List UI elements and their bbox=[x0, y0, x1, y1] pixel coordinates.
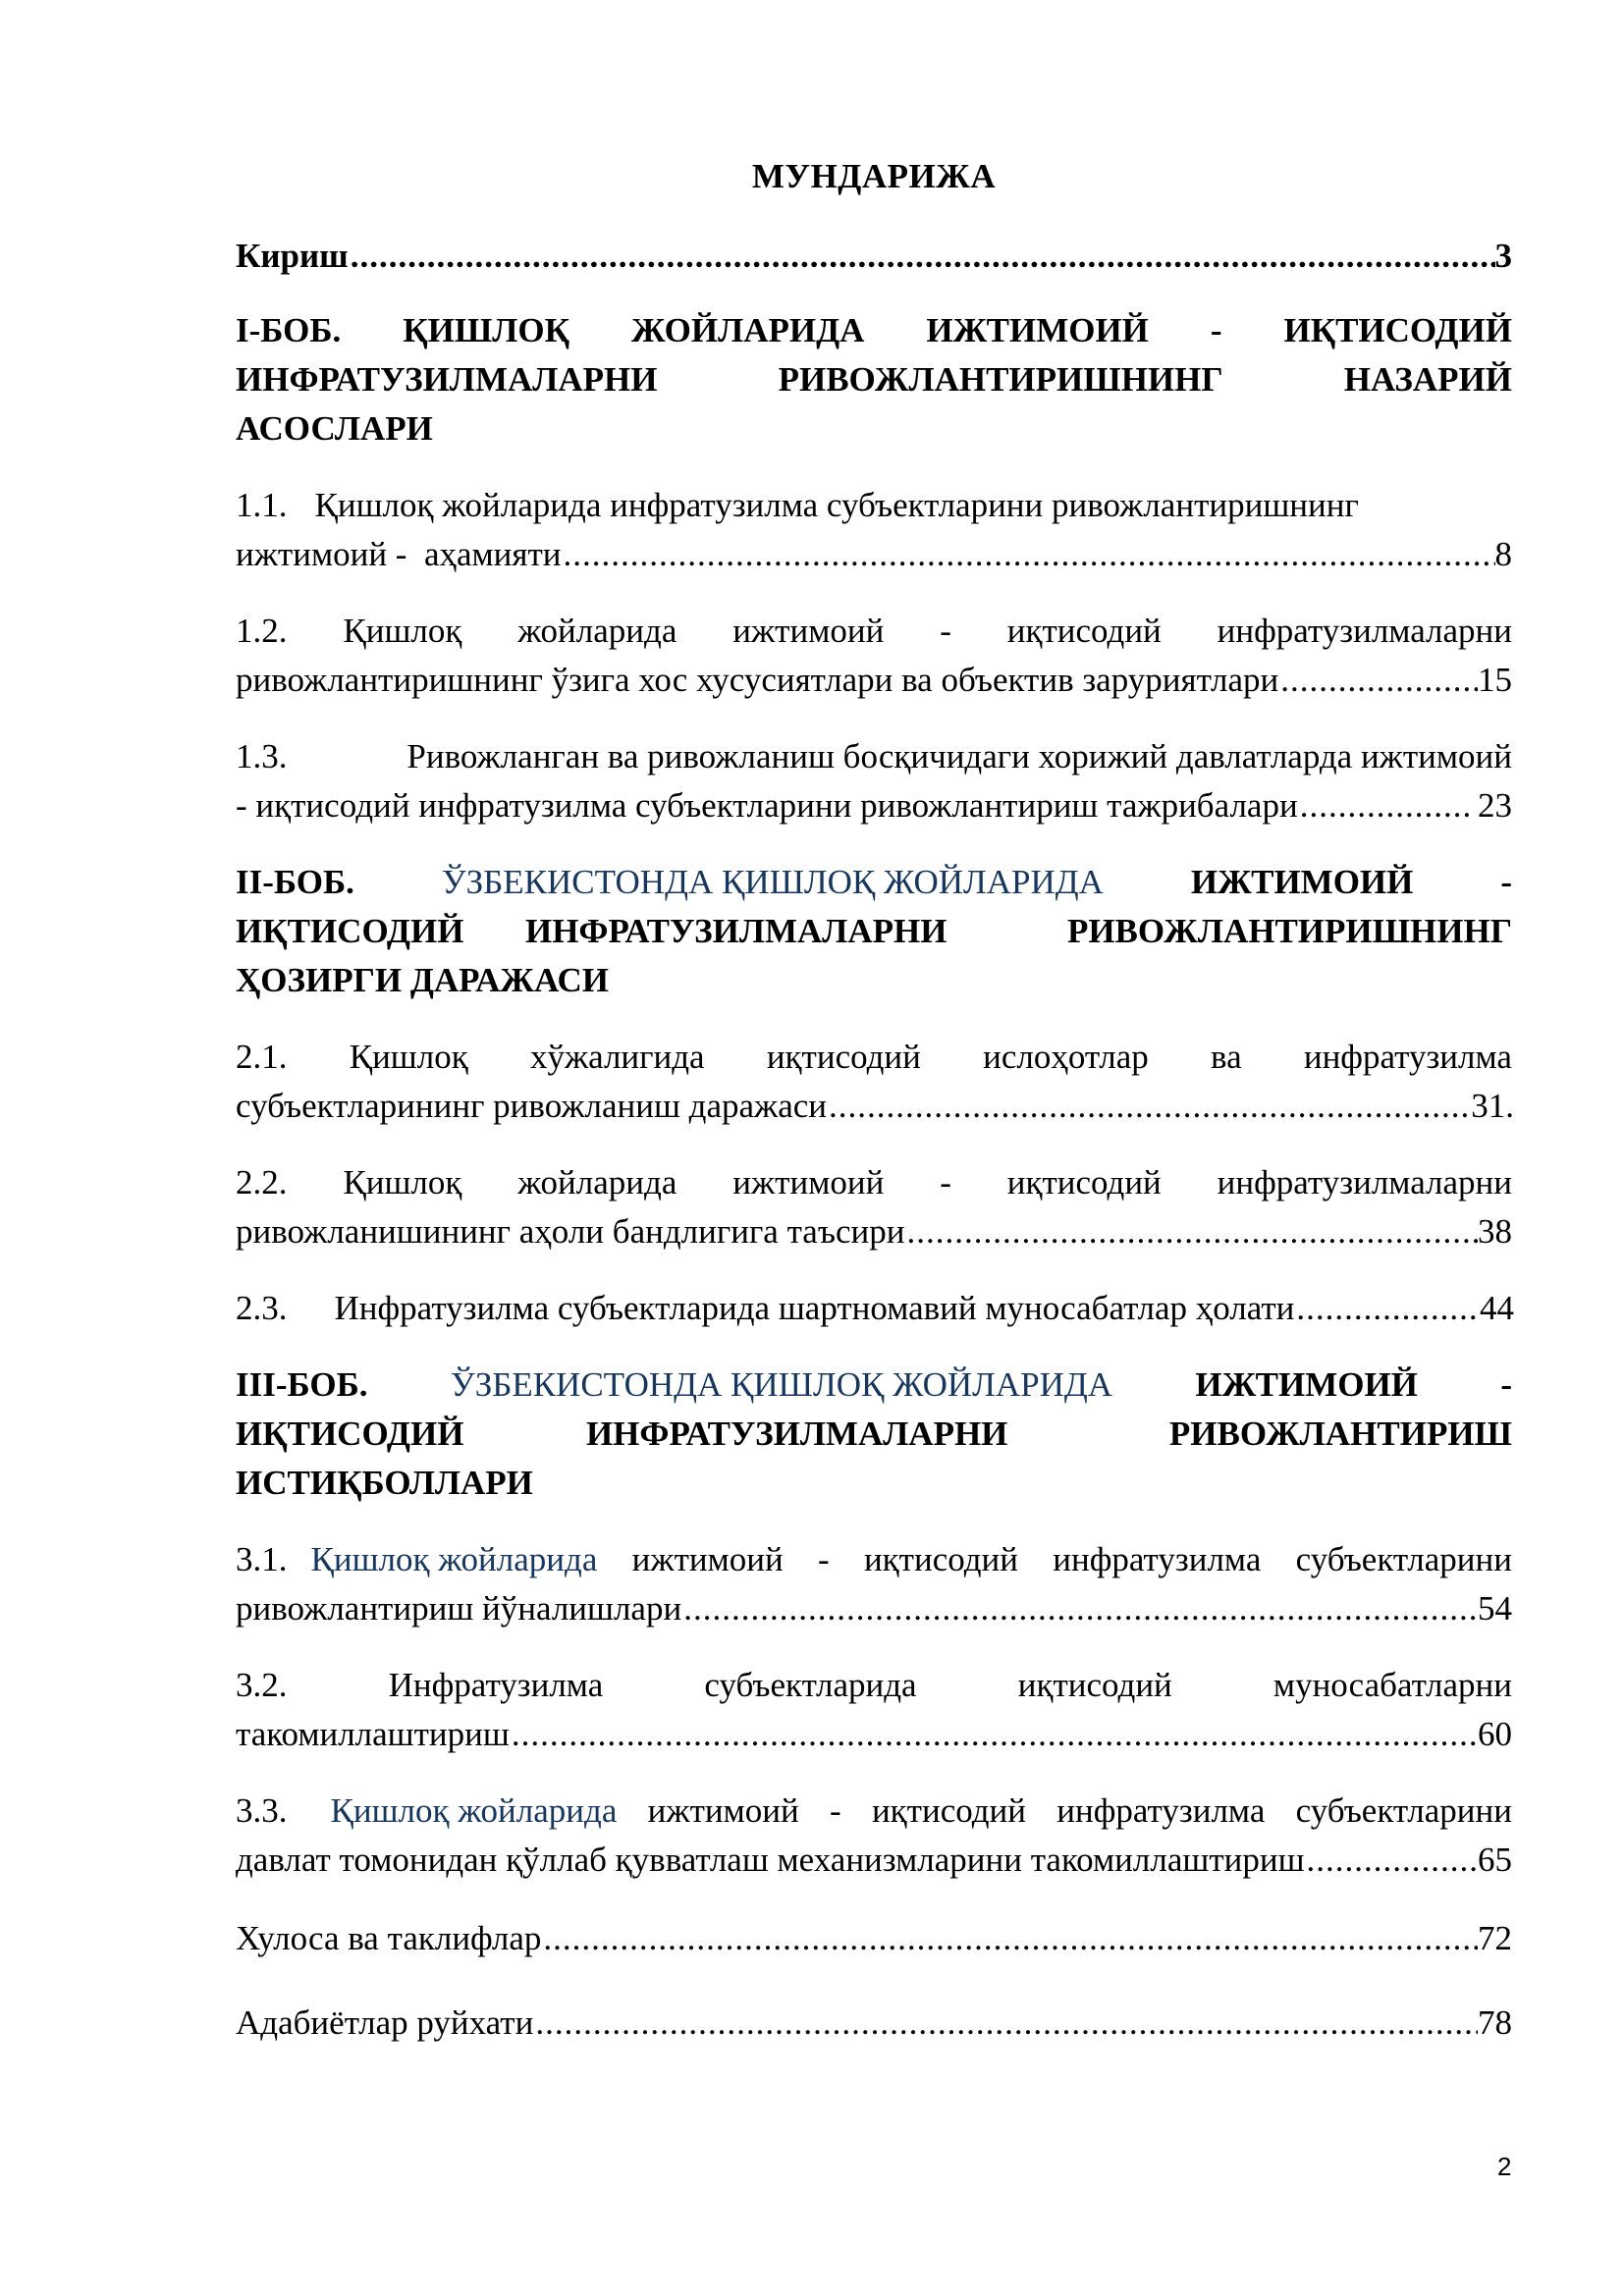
section-number: 3.2. bbox=[236, 1666, 288, 1704]
toc-entry-1-1-line-1[interactable]: 1.1. Қишлоқ жойларида инфратузилма субъектларини ривожлантиришнинг bbox=[236, 486, 1359, 524]
toc-page-number: 8 bbox=[1494, 535, 1512, 573]
toc-entry-conclusion[interactable] bbox=[236, 1914, 1512, 1963]
chapter-label: III-БОБ. bbox=[236, 1365, 368, 1404]
toc-page-number: 72 bbox=[1478, 1919, 1512, 1957]
leader-dots bbox=[1305, 1836, 1478, 1885]
section-number: 2.3. bbox=[236, 1289, 288, 1327]
toc-entry-intro[interactable] bbox=[236, 232, 1512, 281]
section-number: 3.3. bbox=[236, 1791, 288, 1830]
section-number: 3.1. bbox=[236, 1540, 288, 1578]
toc-page-number: 23 bbox=[1469, 786, 1512, 825]
toc-entry-3-3-line-2[interactable]: давлат томонидан қўллаб қувватлаш механизмларини такомиллаштириш ..... 65 bbox=[236, 1836, 1512, 1885]
toc-entry-2-1-line-1[interactable]: 2.1. Қишлоқ хўжалигида иқтисодий ислоҳотлар ва инфратузилма bbox=[236, 1033, 1512, 1082]
leader-dots bbox=[541, 1914, 1478, 1963]
section-number: 1.2. bbox=[236, 612, 288, 650]
leader-dots bbox=[1298, 781, 1470, 830]
toc-page-number: 60 bbox=[1478, 1715, 1512, 1753]
chapter-label: I-БОБ. bbox=[236, 311, 342, 349]
section-number: 1.1. bbox=[236, 486, 288, 524]
toc-page-number: 15 bbox=[1478, 661, 1512, 699]
section-highlight: Қишлоқ жойларида bbox=[330, 1791, 618, 1830]
chapter-2-heading-line-3[interactable]: ҲОЗИРГИ ДАРАЖАСИ bbox=[236, 961, 609, 999]
toc-page-number: 78 bbox=[1478, 2003, 1512, 2042]
section-number: 1.3. bbox=[236, 737, 288, 775]
toc-page-number: 3 bbox=[1494, 237, 1512, 275]
toc-entry-label: Адабиётлар руйхати bbox=[236, 2003, 534, 2042]
section-highlight: Қишлоқ жойларида bbox=[310, 1540, 598, 1578]
toc-entry-label: Кириш bbox=[236, 237, 349, 275]
chapter-label: II-БОБ. bbox=[236, 863, 354, 901]
page-number: 2 bbox=[1497, 2152, 1512, 2181]
toc-entry-2-3[interactable]: 2.3. Инфратузилма субъектларида шартномавий муносабатлар ҳолати ..... 44 bbox=[236, 1284, 1514, 1333]
toc-entry-2-2-line-2[interactable]: ривожланишининг аҳоли бандлигига таъсири ..... 38 bbox=[236, 1207, 1512, 1256]
chapter-1-heading-line-2[interactable]: ИНФРАТУЗИЛМАЛАРНИ РИВОЖЛАНТИРИШНИНГ НАЗАРИЙ bbox=[236, 360, 1512, 399]
chapter-2-heading-line-1[interactable]: II-БОБ. ЎЗБЕКИСТОНДА ҚИШЛОҚ ЖОЙЛАРИДА ИЖТИМОИЙ - bbox=[236, 858, 1512, 907]
leader-dots bbox=[533, 1999, 1478, 2048]
leader-dots bbox=[349, 232, 1495, 281]
toc-entry-1-3-line-2[interactable]: - иқтисодий инфратузилма субъектларини ривожлантириш тажрибалари ..... 23 bbox=[236, 781, 1512, 830]
chapter-2-heading-line-2[interactable]: ИҚТИСОДИЙ ИНФРАТУЗИЛМАЛАРНИ РИВОЖЛАНТИРИШНИНГ bbox=[236, 912, 1512, 950]
toc-page-number: 54 bbox=[1478, 1589, 1512, 1628]
toc-page-number: 44 bbox=[1480, 1289, 1514, 1327]
leader-dots bbox=[510, 1710, 1478, 1759]
chapter-3-heading-line-1[interactable]: III-БОБ. ЎЗБЕКИСТОНДА ҚИШЛОҚ ЖОЙЛАРИДА ИЖТИМОИЙ - bbox=[236, 1361, 1512, 1410]
toc-entry-1-2-line-2[interactable]: ривожлантиришнинг ўзига хос хусусиятлари ва объектив заруриятлари ..... 15 bbox=[236, 656, 1512, 705]
toc-entry-3-2-line-1[interactable]: 3.2. Инфратузилма субъектларида иқтисодий муносабатларни bbox=[236, 1661, 1512, 1710]
chapter-1-heading-line-1[interactable]: I-БОБ. ҚИШЛОҚ ЖОЙЛАРИДА ИЖТИМОИЙ - ИҚТИСОДИЙ bbox=[236, 306, 1512, 355]
toc-page-number: 38 bbox=[1478, 1212, 1512, 1251]
toc-entry-3-3-line-1[interactable]: 3.3. Қишлоқ жойларида ижтимоий - иқтисодий инфратузилма субъектларини bbox=[236, 1791, 1512, 1830]
leader-dots bbox=[681, 1584, 1478, 1633]
toc-title: МУНДАРИЖА bbox=[751, 157, 997, 195]
toc-entry-3-2-line-2[interactable]: такомиллаштириш ..... 60 bbox=[236, 1710, 1512, 1759]
leader-dots bbox=[562, 530, 1495, 579]
toc-entry-3-1-line-1[interactable]: 3.1. Қишлоқ жойларида ижтимоий - иқтисодий инфратузилма субъектларини bbox=[236, 1540, 1512, 1578]
toc-entry-1-1-line-2[interactable]: ижтимоий - аҳамияти ..... 8 bbox=[236, 530, 1512, 579]
section-number: 2.1. bbox=[236, 1038, 288, 1076]
chapter-2-highlight: ЎЗБЕКИСТОНДА ҚИШЛОҚ ЖОЙЛАРИДА bbox=[441, 863, 1104, 901]
leader-dots bbox=[827, 1082, 1471, 1131]
toc-entry-label: Хулоса ва таклифлар bbox=[236, 1919, 542, 1957]
chapter-3-highlight: ЎЗБЕКИСТОНДА ҚИШЛОҚ ЖОЙЛАРИДА bbox=[450, 1365, 1113, 1404]
chapter-3-heading-line-3[interactable]: ИСТИҚБОЛЛАРИ bbox=[236, 1464, 533, 1502]
toc-page-number: 65 bbox=[1478, 1841, 1512, 1879]
chapter-1-heading-line-3[interactable]: АСОСЛАРИ bbox=[236, 409, 433, 448]
toc-entry-2-2-line-1[interactable]: 2.2. Қишлоқ жойларида ижтимоий - иқтисодий инфратузилмаларни bbox=[236, 1158, 1512, 1207]
toc-entry-3-1-line-2[interactable]: ривожлантириш йўналишлари ..... 54 bbox=[236, 1584, 1512, 1633]
toc-entry-references[interactable] bbox=[236, 1999, 1512, 2048]
toc-entry-1-3-line-1[interactable]: 1.3. Ривожланган ва ривожланиш босқичидаги хорижий давлатларда ижтимоий bbox=[236, 732, 1512, 781]
toc-entry-1-2-line-1[interactable]: 1.2. Қишлоқ жойларида ижтимоий - иқтисодий инфратузилмаларни bbox=[236, 607, 1512, 656]
toc-page-number: 31. bbox=[1471, 1087, 1514, 1125]
leader-dots bbox=[1294, 1284, 1480, 1333]
leader-dots bbox=[1278, 656, 1478, 705]
toc-entry-2-1-line-2[interactable]: субъектларининг ривожланиш даражаси ..... 31. bbox=[236, 1082, 1514, 1131]
section-number: 2.2. bbox=[236, 1163, 288, 1201]
chapter-3-heading-line-2[interactable]: ИҚТИСОДИЙ ИНФРАТУЗИЛМАЛАРНИ РИВОЖЛАНТИРИШ bbox=[236, 1415, 1512, 1453]
leader-dots bbox=[904, 1207, 1478, 1256]
